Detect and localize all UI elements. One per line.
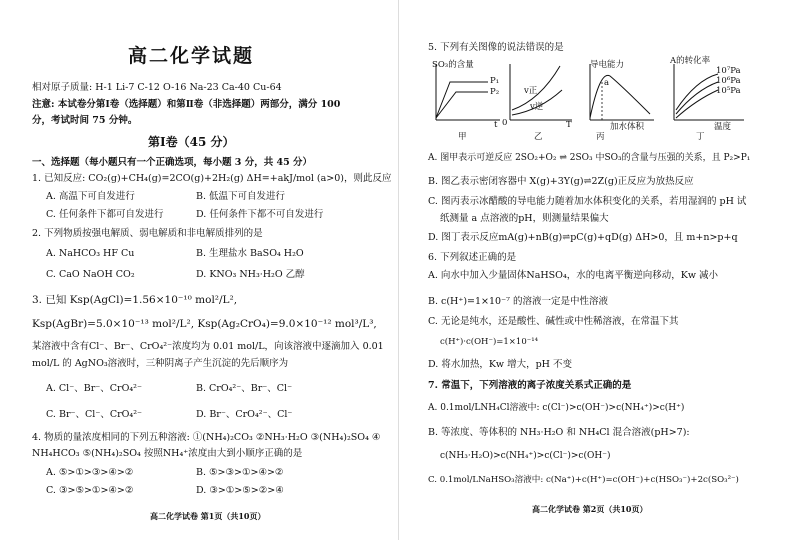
page-2-footer: 高二化学试卷 第2页（共10页） bbox=[532, 504, 648, 514]
graph-ding-xlabel: 温度 bbox=[714, 122, 732, 132]
q6-option-b: B. c(H⁺)=1×10⁻⁷ 的溶液一定是中性溶液 bbox=[428, 296, 608, 307]
graph-bing-point-a: a bbox=[604, 78, 610, 88]
graph-bing bbox=[582, 60, 657, 145]
note-line-2: 分，考试时间 75 分钟。 bbox=[32, 115, 138, 126]
question-7: 7. 常温下，下列溶液的离子浓度关系式正确的是 bbox=[428, 380, 632, 391]
q4-option-d: D. ③>①>⑤>②>④ bbox=[196, 485, 284, 496]
exam-title: 高二化学试题 bbox=[128, 45, 255, 67]
graph-bing-svg bbox=[582, 60, 657, 145]
question-3-line-3: 某溶液中含有Cl⁻、Br⁻、CrO₄²⁻浓度均为 0.01 mol/L，向该溶液中逐滴加入 0.01 bbox=[32, 341, 384, 352]
graph-ding-curve-p1 bbox=[676, 74, 718, 110]
q4-option-b: B. ⑤>③>①>④>② bbox=[196, 467, 284, 478]
note-line-1: 注意: 本试卷分第Ⅰ卷（选择题）和第Ⅱ卷（非选择题）两部分，满分 100 bbox=[32, 99, 341, 110]
graph-bing-ylabel: 导电能力 bbox=[590, 60, 625, 70]
graph-yi-caption: 乙 bbox=[534, 132, 543, 142]
part-1-heading: 第Ⅰ卷（45 分） bbox=[148, 135, 235, 149]
question-2: 2. 下列物质按强电解质、弱电解质和非电解质排列的是 bbox=[32, 228, 263, 239]
q5-option-d: D. 图丁表示反应mA(g)+nB(g)⇌pC(g)+qD(g) ΔH>0，且 m+n>p+q bbox=[428, 232, 738, 243]
q2-option-c: C. CaO NaOH CO₂ bbox=[46, 269, 135, 280]
graph-ding-p1-label: 10⁷Pa bbox=[716, 66, 741, 76]
q2-option-b: B. 生理盐水 BaSO₄ H₂O bbox=[196, 248, 304, 259]
graph-jia-ylabel: SO₃的含量 bbox=[432, 60, 474, 70]
graph-jia-xlabel: t bbox=[494, 120, 498, 130]
graph-jia-curve-p1 bbox=[436, 82, 488, 118]
graph-ding-caption: 丁 bbox=[696, 132, 705, 142]
q3-option-d: D. Br⁻、CrO₄²⁻、Cl⁻ bbox=[196, 409, 293, 420]
q7-option-b-line-2: c(NH₃·H₂O)>c(NH₄⁺)>c(Cl⁻)>c(OH⁻) bbox=[440, 451, 611, 461]
graph-yi-v1-label: v正 bbox=[524, 86, 538, 96]
q5-option-b: B. 图乙表示密闭容器中 X(g)+3Y(g)⇌2Z(g)正反应为放热反应 bbox=[428, 176, 694, 187]
question-3-line-1: 3. 已知 Ksp(AgCl)=1.56×10⁻¹⁰ mol²/L², bbox=[32, 294, 238, 306]
q6-option-c-line-1: C. 无论是纯水，还是酸性、碱性或中性稀溶液，在常温下其 bbox=[428, 316, 679, 327]
q4-option-c: C. ③>⑤>①>④>② bbox=[46, 485, 134, 496]
graph-ding-p2-label: 10⁶Pa bbox=[716, 76, 741, 86]
question-3-line-4: mol/L 的 AgNO₃溶液时，三种阴离子产生沉淀的先后顺序为 bbox=[32, 358, 289, 369]
graph-yi bbox=[500, 60, 575, 145]
q2-option-d: D. KNO₃ NH₃·H₂O 乙醇 bbox=[196, 269, 305, 280]
page-divider bbox=[398, 0, 399, 540]
question-3-line-2: Ksp(AgBr)=5.0×10⁻¹³ mol²/L², Ksp(Ag₂CrO₄)=9.0×10⁻¹² mol³/L³, bbox=[32, 318, 377, 330]
q7-option-a: A. 0.1mol/LNH₄Cl溶液中: c(Cl⁻)>c(OH⁻)>c(NH₄⁺)>c(H⁺) bbox=[428, 403, 685, 413]
graph-jia-caption: 甲 bbox=[458, 132, 467, 142]
question-4-line-1: 4. 物质的量浓度相同的下列五种溶液: ①(NH₄)₂CO₃ ②NH₃·H₂O ③(NH₄)₂SO₄ ④ bbox=[32, 432, 381, 443]
question-6: 6. 下列叙述正确的是 bbox=[428, 252, 517, 263]
page-1-footer: 高二化学试卷 第1页（共10页） bbox=[150, 511, 266, 521]
q3-option-a: A. Cl⁻、Br⁻、CrO₄²⁻ bbox=[46, 383, 142, 394]
q6-option-d: D. 将水加热，Kw 增大，pH 不变 bbox=[428, 359, 572, 370]
q5-option-a: A. 图甲表示可逆反应 2SO₂+O₂ ⇌ 2SO₃ 中SO₃的含量与压强的关系，且 P₂>P₁ bbox=[428, 153, 751, 163]
q1-option-a: A. 高温下可自发进行 bbox=[46, 191, 135, 202]
q2-option-a: A. NaHCO₃ HF Cu bbox=[46, 248, 135, 259]
page-2 bbox=[400, 0, 794, 540]
atomic-masses: 相对原子质量: H-1 Li-7 C-12 O-16 Na-23 Ca-40 Cu-64 bbox=[32, 82, 282, 93]
section-1-heading: 一、选择题（每小题只有一个正确选项，每小题 3 分，共 45 分） bbox=[32, 157, 313, 168]
question-4-line-2: NH₄HCO₃ ⑤(NH₄)₂SO₄ 按照NH₄⁺浓度由大到小顺序正确的是 bbox=[32, 448, 303, 459]
graph-bing-caption: 丙 bbox=[596, 132, 605, 142]
q7-option-b: B. 等浓度、等体积的 NH₃·H₂O 和 NH₄Cl 混合溶液(pH>7): bbox=[428, 427, 690, 438]
q1-option-b: B. 低温下可自发进行 bbox=[196, 191, 286, 202]
graph-ding-ylabel: A的转化率 bbox=[670, 56, 711, 66]
graph-yi-xlabel: T bbox=[566, 120, 572, 130]
q7-option-c: C. 0.1mol/LNaHSO₃溶液中: c(Na⁺)+c(H⁺)=c(OH⁻)+c(HSO₃⁻)+2c(SO₃²⁻) bbox=[428, 475, 739, 485]
graph-ding-curve-p2 bbox=[676, 82, 718, 114]
q1-option-d: D. 任何条件下都不可自发进行 bbox=[196, 209, 324, 220]
graph-jia-curve-p2 bbox=[436, 92, 488, 118]
graph-jia-p1-label: P₁ bbox=[490, 76, 500, 86]
graph-yi-origin: 0 bbox=[502, 118, 508, 128]
q5-option-c-line-1: C. 图丙表示冰醋酸的导电能力随着加水体积变化的关系，若用湿润的 pH 试 bbox=[428, 196, 747, 207]
q4-option-a: A. ⑤>①>③>④>② bbox=[46, 467, 134, 478]
graph-bing-xlabel: 加水体积 bbox=[610, 122, 645, 132]
q1-option-c: C. 任何条件下都可自发进行 bbox=[46, 209, 164, 220]
graph-jia bbox=[428, 60, 503, 145]
q3-option-b: B. CrO₄²⁻、Br⁻、Cl⁻ bbox=[196, 383, 293, 394]
graph-ding bbox=[666, 56, 746, 145]
graph-bing-curve bbox=[590, 75, 650, 118]
q5-option-c-line-2: 纸测量 a 点溶液的pH，则测量结果偏大 bbox=[440, 213, 609, 224]
graph-jia-p2-label: P₂ bbox=[490, 87, 500, 97]
graph-ding-p3-label: 10⁵Pa bbox=[716, 86, 741, 96]
q3-option-c: C. Br⁻、Cl⁻、CrO₄²⁻ bbox=[46, 409, 143, 420]
q6-option-a: A. 向水中加入少量固体NaHSO₄，水的电离平衡逆向移动，Kw 减小 bbox=[428, 270, 719, 281]
graph-yi-v2-label: v逆 bbox=[530, 102, 544, 112]
question-1: 1. 已知反应: CO₂(g)+CH₄(g)=2CO(g)+2H₂(g) ΔH=+akJ/mol (a>0)，则此反应 bbox=[32, 173, 392, 184]
q6-option-c-line-2: c(H⁺)·c(OH⁻)=1×10⁻¹⁴ bbox=[440, 337, 539, 347]
question-5: 5. 下列有关图像的说法错误的是 bbox=[428, 42, 564, 53]
